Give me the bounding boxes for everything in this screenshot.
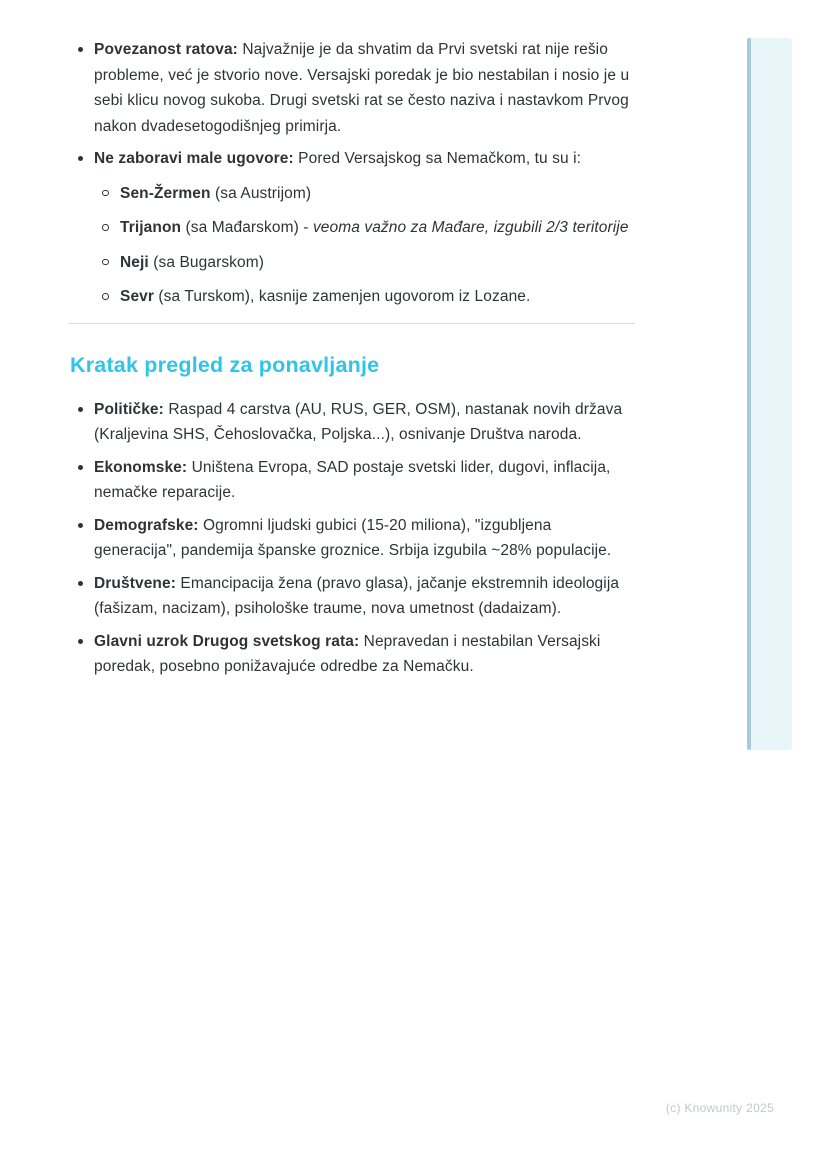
list-item-text: Uništena Evropa, SAD postaje svetski lider, dugovi, inflacija, nemačke reparacije. <box>94 458 611 501</box>
sublist-item-lead: Neji <box>120 253 149 271</box>
sublist-item-text: (sa Turskom), kasnije zamenjen ugovorom iz Lozane. <box>154 288 531 305</box>
list-item-text: Emancipacija žena (pravo glasa), jačanje ekstremnih ideologija (fašizam, nacizam), psihološke traume, nova umetnost (dadaizam). <box>94 574 620 617</box>
list-item-text: Ogromni ljudski gubici (15-20 miliona), "izgubljena generacija", pandemija španske groznice. Srbija izgubila ~28% populacije. <box>94 516 612 559</box>
list-item-lead: Demografske: <box>94 516 199 534</box>
list-item <box>70 571 637 622</box>
summary-list <box>70 397 637 680</box>
section-heading: Kratak pregled za ponavljanje <box>70 352 380 377</box>
list-item <box>70 37 637 139</box>
list-item <box>70 513 637 564</box>
list-item-lead: Društvene: <box>94 574 176 592</box>
copyright-notice: (c) Knowunity 2025 <box>665 1101 774 1115</box>
list-item-lead: Povezanost ratova: <box>94 41 238 58</box>
sublist-item <box>94 215 637 241</box>
list-item-lead: Ekonomske: <box>94 458 188 476</box>
list-item-text: Nepravedan i nestabilan Versajski poredak, posebno ponižavajuće odredbe za Nemačku. <box>94 632 601 675</box>
list-item-text: Pored Versajskog sa Nemačkom, tu su i: <box>293 150 582 167</box>
sublist-item <box>94 250 637 276</box>
sublist-item-lead: Sen-Žermen <box>120 184 211 202</box>
section-divider <box>68 323 635 324</box>
page-edge-strip <box>747 38 792 750</box>
sublist-item <box>94 181 637 207</box>
list-item <box>70 397 637 448</box>
sublist-item <box>94 284 637 310</box>
sublist-item-emphasis: veoma važno za Mađare, izgubili 2/3 teritorije <box>312 219 629 236</box>
list-item <box>70 146 637 310</box>
sublist-item-lead: Sevr <box>120 288 155 305</box>
list-item-lead: Glavni uzrok Drugog svetskog rata: <box>94 632 360 650</box>
notes-list <box>70 37 637 310</box>
list-item-text: Najvažnije je da shvatim da Prvi svetski rat nije rešio probleme, već je stvorio nove. Versajski poredak je bio nestabilan i nosio je u sebi klicu novog sukoba. Drugi svetski rat se često naziva i nastavkom Prvog nakon dvadesetogodišnjeg primirja. <box>94 41 630 135</box>
treaties-sublist <box>94 181 637 310</box>
sublist-item-lead: Trijanon <box>120 219 182 236</box>
list-item-text: Raspad 4 carstva (AU, RUS, GER, OSM), nastanak novih država (Kraljevina SHS, Čehoslovačka, Poljska...), osnivanje Društva naroda. <box>94 400 623 443</box>
list-item <box>70 455 637 506</box>
sublist-item-text: (sa Mađarskom) - <box>181 219 313 236</box>
list-item <box>70 629 637 680</box>
sublist-item-text: (sa Bugarskom) <box>148 253 265 271</box>
document-content <box>70 37 637 687</box>
sublist-item-text: (sa Austrijom) <box>210 184 312 202</box>
list-item-lead: Političke: <box>94 400 164 418</box>
page-edge-strip-line <box>747 38 751 750</box>
list-item-lead: Ne zaboravi male ugovore: <box>94 150 294 167</box>
